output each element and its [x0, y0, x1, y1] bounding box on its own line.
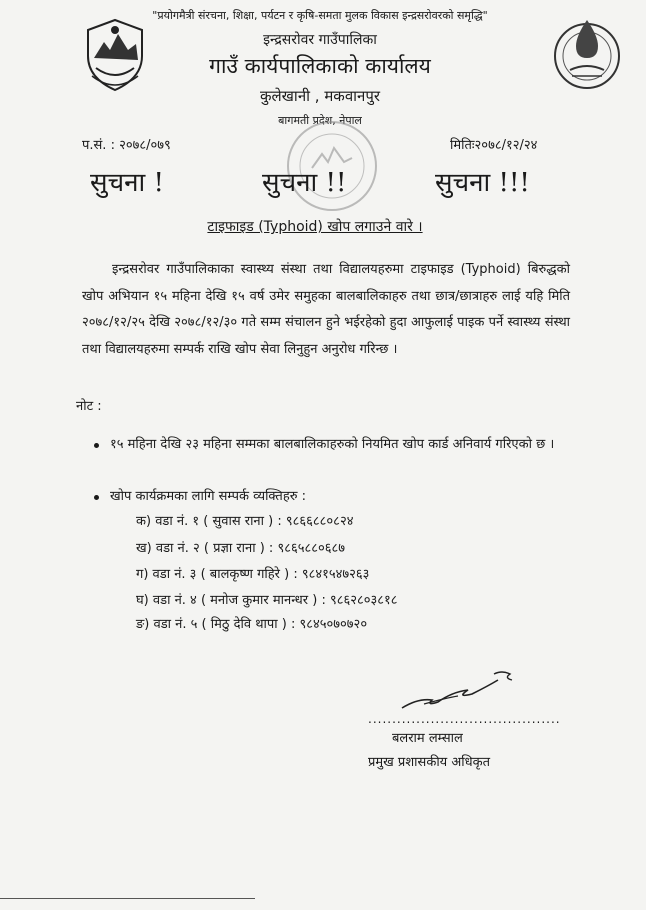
office-title: गाउँ कार्यपालिकाको कार्यालय: [209, 54, 431, 78]
contact-ward-2: ख) वडा नं. २ ( प्रज्ञा राना ) : ९८६५८८०६८७: [136, 541, 346, 556]
municipality-logo: [548, 14, 626, 92]
notice-heading-3: सुचना !!!: [435, 168, 530, 198]
motto: "प्रयोगमैत्री संरचना, शिक्षा, पर्यटन र कृषि-समता मुलक विकास इन्द्रसरोवरको समृद्धि": [152, 9, 488, 22]
note-label: नोट :: [76, 399, 102, 414]
signatory-name: बलराम लम्साल: [392, 731, 463, 746]
bullet-icon: [94, 443, 99, 448]
notice-heading-1: सुचना !: [90, 168, 164, 198]
handwritten-signature: [398, 668, 516, 716]
contact-ward-1: क) वडा नं. १ ( सुवास राना ) : ९८६६८८०८२४: [136, 514, 354, 529]
office-address: कुलेखानी , मकवानपुर: [259, 87, 381, 105]
footer-divider: [0, 898, 255, 899]
notice-heading-2: सुचना !!: [262, 168, 347, 198]
signatory-title: प्रमुख प्रशासकीय अधिकृत: [368, 755, 491, 770]
contact-ward-5: ङ) वडा नं. ५ ( मिठु देवि थापा ) : ९८४५०७०७२०: [136, 617, 368, 632]
reference-number: प.सं. : २०७८/०७९: [82, 138, 171, 153]
bullet-icon: [94, 495, 99, 500]
note-bullet-2: खोप कार्यक्रमका लागि सम्पर्क व्यक्तिहरु :: [110, 489, 307, 504]
signature-line: ........................................: [368, 712, 561, 726]
municipality-name: इन्द्रसरोवर गाउँपालिका: [263, 32, 377, 48]
office-province: बागमती प्रदेश, नेपाल: [278, 114, 362, 127]
issue-date: मितिः२०७८/१२/२४: [450, 138, 538, 153]
contact-ward-3: ग) वडा नं. ३ ( बालकृष्ण गहिरे ) : ९८४१५४७२६३: [136, 567, 370, 582]
body-paragraph: इन्द्रसरोवर गाउँपालिकाका स्वास्थ्य संस्था तथा विद्यालयहरुमा टाइफाइड (Typhoid) बिरुद्धको खोप अभियान १५ महिना देखि १५ वर्ष उमेर समुहका बालबालिकाहरु तथा छात्र/छात्राहरु लाई यहि मिति २०७८/१२/२५ देखि २०७८/१२/३० गते सम्म संचालन हुने भईरहेको हुदा आफुलाई पाइक पर्ने स्वास्थ्य संस्था तथा विद्यालयहरुमा सम्पर्क राखि खोप सेवा लिनुहुन अनुरोध गरिन्छ ।: [82, 262, 570, 357]
note-bullet-1: १५ महिना देखि २३ महिना सम्मका बालबालिकाहरुको नियमित खोप कार्ड अनिवार्य गरिएको छ ।: [110, 437, 555, 452]
contact-ward-4: घ) वडा नं. ४ ( मनोज कुमार मानन्धर ) : ९८६२८०३८१८: [136, 593, 398, 608]
subject-line: टाइफाइड (Typhoid) खोप लगाउने वारे ।: [207, 219, 423, 235]
